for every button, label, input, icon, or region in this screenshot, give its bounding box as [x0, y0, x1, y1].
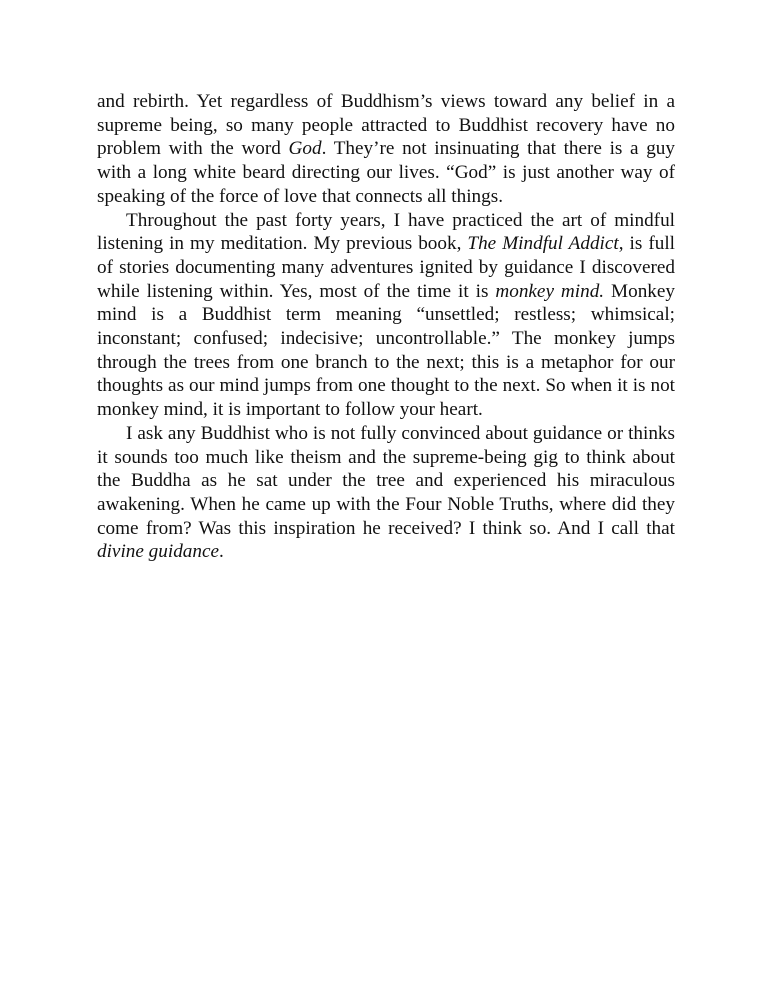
italic-text-segment: monkey mind. [495, 280, 605, 302]
text-segment: Monkey mind is a Buddhist term meaning “unsettled; restless; whimsical; inconstant; confused; indecisive; uncontrollable.” The monkey jumps through the trees from one branch to the next; this is a metaphor for our thoughts as our mind jumps from one thought to the next. So when it is not monkey mind, it is important to follow your heart. [97, 280, 675, 421]
italic-text-segment: divine guidance [97, 541, 220, 563]
text-segment: . They’re not insinuating that there is a guy with a long white beard directing our lives. “God” is just another way of speaking of the force of love that connects all things. [97, 138, 675, 207]
text-segment: Throughout the past forty years, I have practiced the art of mindful listening in my meditation. My previous book, [97, 209, 675, 255]
paragraph [97, 209, 675, 422]
page-body [97, 90, 675, 564]
italic-text-segment: God [288, 138, 322, 160]
text-segment: and rebirth. Yet regardless of Buddhism’s views toward any belief in a supreme being, so many people attracted to Buddhist recovery have no problem with the word [97, 91, 675, 160]
paragraph [97, 422, 675, 564]
paragraph [97, 90, 675, 209]
italic-text-segment: The Mindful Addict [467, 233, 619, 255]
text-segment: , is full of stories documenting many adventures ignited by guidance I discovered while listening within. Yes, most of the time it is [97, 233, 675, 302]
text-segment: I ask any Buddhist who is not fully convinced about guidance or thinks it sounds too much like theism and the supreme-being gig to think about the Buddha as he sat under the tree and experienced his miraculous awakening. When he came up with the Four Noble Truths, where did they come from? Was this inspiration he received? I think so. And I call that [97, 422, 675, 539]
text-segment: . [219, 541, 224, 563]
